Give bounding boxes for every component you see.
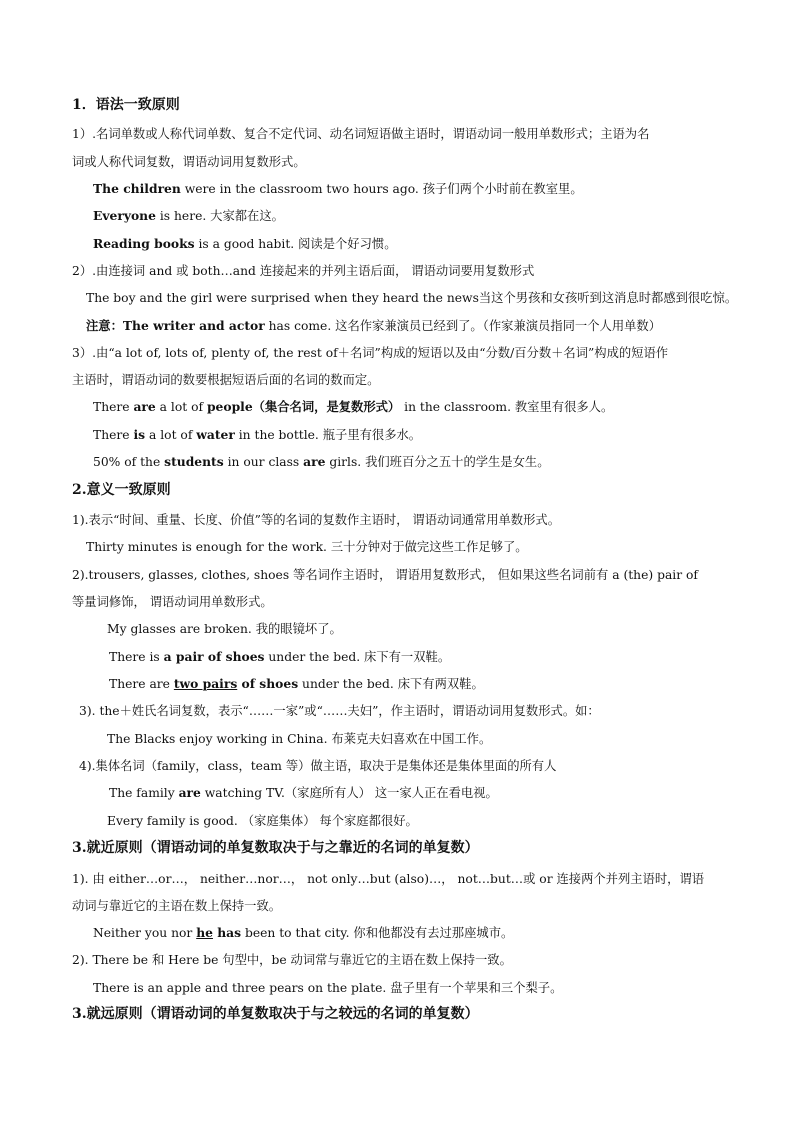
underlined-part: two pairs [173, 676, 238, 691]
rule-1-3-line-b: 主语时，谓语动词的数要根据短语后面的名词的数而定。 [72, 373, 380, 387]
example-2-2: My glasses are broken. 我的眼镜坏了。 [107, 622, 342, 636]
bold-part: is [133, 427, 146, 442]
rule-1-2: 2）.由连接词 and 或 both…and 连接起来的并列主语后面， 谓语动词要用复数形式 [72, 264, 535, 278]
text-part: 50% of the [93, 455, 165, 469]
note-subject: The writer and actor [122, 318, 265, 333]
example-1-6 [93, 427, 421, 443]
text-part: There are [109, 677, 174, 691]
example-3-2: There is an apple and three pears on the plate. 盘子里有一个苹果和三个梨子。 [93, 981, 563, 995]
text-part: a lot of [145, 428, 197, 442]
text-part: under the bed. 床下有一双鞋。 [264, 650, 451, 664]
rule-3-1-line-a: 1). 由 either…or…， neither…nor…， not only…but (also)…， not…but…或 or 连接两个并列主语时，谓语 [72, 872, 705, 886]
text-part: There [93, 428, 134, 442]
text-part: Neither you nor [93, 926, 197, 940]
bold-part: are [133, 399, 156, 414]
section-2-heading: 2.意义一致原则 [72, 482, 171, 498]
bold-part: of shoes [237, 676, 299, 691]
text-part: in our class [223, 455, 304, 469]
rule-2-1: 1).表示“时间、重量、长度、价值”等的名词的复数作主语时， 谓语动词通常用单数形式。 [72, 513, 560, 527]
example-2-4 [109, 676, 484, 692]
example-1-5 [93, 399, 613, 415]
note-text: has come. 这名作家兼演员已经到了。（作家兼演员指同一个人用单数） [264, 319, 662, 333]
bold-part: are [178, 785, 201, 800]
example-2-6 [109, 785, 498, 801]
bold-part: students [164, 454, 224, 469]
bold-part: a pair of shoes [163, 649, 265, 664]
example-2-3 [109, 649, 450, 665]
bold-part: water [196, 427, 235, 442]
rule-2-2-line-a: 2).trousers, glasses, clothes, shoes 等名词作主语时， 谓语用复数形式， 但如果这些名词前有 a (the) pair of [72, 568, 698, 582]
rule-3-1-line-b: 动词与靠近它的主语在数上保持一致。 [72, 899, 282, 913]
text-part: a lot of [155, 400, 207, 414]
example-3-1 [93, 925, 513, 941]
text-part: been to that city. 你和他都没有去过那座城市。 [241, 926, 514, 940]
rule-1-3-line-a: 3）.由“a lot of, lots of, plenty of, the rest of＋名词”构成的短语以及由“分数/百分数＋名词”构成的短语作 [72, 346, 669, 360]
text-part: There [93, 400, 134, 414]
example-subject: Everyone [93, 208, 156, 223]
text-part: girls. 我们班百分之五十的学生是女生。 [325, 455, 550, 469]
rule-1-1-line-a: 1）.名词单数或人称代词单数、复合不定代词、动名词短语做主语时，谓语动词一般用单数形式；主语为名 [72, 127, 650, 141]
example-2-1: Thirty minutes is enough for the work. 三十分钟对于做完这些工作足够了。 [86, 540, 528, 554]
example-1-4: The boy and the girl were surprised when they heard the news当这个男孩和女孩听到这消息时都感到很吃惊。 [86, 291, 738, 305]
rule-3-2: 2). There be 和 Here be 句型中，be 动词常与靠近它的主语在数上保持一致。 [72, 953, 512, 967]
bold-part: has [212, 925, 242, 940]
text-part: in the bottle. 瓶子里有很多水。 [234, 428, 422, 442]
example-2-5: The Blacks enjoy working in China. 布莱克夫妇喜欢在中国工作。 [107, 732, 492, 746]
text-part: The family [109, 786, 179, 800]
text-part: watching TV.（家庭所有人） 这一家人正在看电视。 [200, 786, 498, 800]
example-text: is a good habit. 阅读是个好习惯。 [194, 237, 397, 251]
example-text: were in the classroom two hours ago. 孩子们两个小时前在教室里。 [180, 182, 583, 196]
section-3-heading: 3.就近原则（谓语动词的单复数取决于与之靠近的名词的单复数） [72, 840, 479, 856]
example-subject: Reading books [93, 236, 195, 251]
note-1 [86, 318, 661, 334]
bold-part: people（集合名词，是复数形式） [206, 399, 401, 414]
section-1-heading: 1．语法一致原则 [72, 97, 180, 113]
bold-part: are [303, 454, 326, 469]
text-part: There is [109, 650, 164, 664]
example-1-7 [93, 454, 550, 470]
underlined-part: he [196, 925, 213, 940]
rule-2-4: 4).集体名词（family，class，team 等）做主语，取决于是集体还是集体里面的所有人 [79, 759, 557, 773]
rule-2-2-line-b: 等量词修饰， 谓语动词用单数形式。 [72, 595, 273, 609]
text-part: under the bed. 床下有两双鞋。 [298, 677, 484, 691]
note-label: 注意： [86, 318, 123, 333]
rule-1-1-line-b: 词或人称代词复数，谓语动词用复数形式。 [72, 155, 306, 169]
text-part: in the classroom. 教室里有很多人。 [400, 400, 614, 414]
example-1-3 [93, 236, 397, 252]
example-2-7: Every family is good. （家庭集体） 每个家庭都很好。 [107, 814, 418, 828]
example-1-1 [93, 181, 583, 197]
rule-2-3: 3). the＋姓氏名词复数，表示“……一家”或“……夫妇”，作主语时，谓语动词用复数形式。如： [79, 704, 600, 718]
example-1-2 [93, 208, 284, 224]
section-4-heading: 3.就远原则（谓语动词的单复数取决于与之较远的名词的单复数） [72, 1006, 479, 1022]
example-text: is here. 大家都在这。 [155, 209, 284, 223]
example-subject: The children [93, 181, 181, 196]
